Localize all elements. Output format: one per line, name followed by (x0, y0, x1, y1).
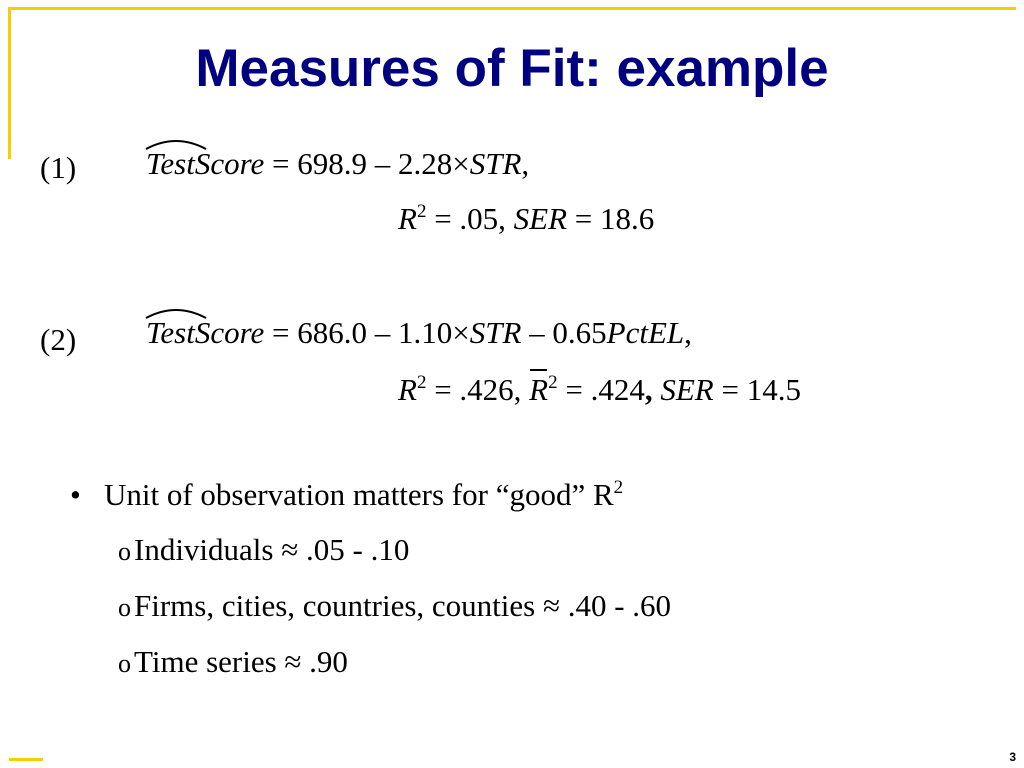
bullet-exponent: 2 (613, 477, 624, 498)
equation-number-1: (1) (40, 150, 77, 185)
adjusted-r2-bar (529, 372, 548, 408)
regressor-pctel: PctEL (606, 315, 685, 350)
top-frame-line (8, 7, 1016, 10)
equation-number-2: (2) (40, 322, 77, 357)
regression-2-equation (146, 315, 692, 351)
sub-bullet-item (118, 588, 671, 624)
sub-bullet-marker: o (118, 537, 131, 566)
bullet-text (104, 477, 623, 513)
sub-bullet-marker: o (118, 593, 131, 622)
equation-comma: , (521, 146, 530, 181)
adjusted-r2-label: R (529, 372, 549, 407)
ser-label: SER (660, 372, 714, 407)
ser-label: SER (513, 201, 568, 236)
ser-value: = 18.6 (567, 201, 655, 236)
r2-value: = .05, (426, 201, 514, 236)
r2-label: R (398, 372, 417, 407)
sub-bullet-marker: o (118, 649, 131, 678)
adjusted-r2-comma: , (644, 372, 653, 407)
sub-bullet-text: Individuals ≈ .05 - .10 (134, 532, 410, 567)
sub-bullet-item (118, 532, 409, 568)
hat-accent-icon (144, 306, 208, 320)
page-number: 3 (1009, 750, 1016, 764)
r2-label: R (398, 201, 417, 236)
dependent-variable: TestScore (146, 315, 265, 350)
r2-value: = .426, (426, 372, 530, 407)
bottom-accent-line (9, 758, 43, 761)
regression-2-fit-stats (398, 372, 801, 408)
bullet-marker: • (70, 477, 81, 512)
sub-bullet-text: Time series ≈ .90 (134, 644, 348, 679)
equation-coefficients: = 686.0 – 1.10× (264, 315, 470, 350)
slide-title: Measures of Fit: example (195, 39, 829, 98)
sub-bullet-item (118, 644, 348, 680)
testscore-hat-1 (146, 146, 264, 182)
adjusted-r2-value: = .424 (557, 372, 645, 407)
r2-exponent: 2 (416, 372, 427, 393)
testscore-hat-2 (146, 315, 264, 351)
equation-coefficient-pctel: – 0.65 (521, 315, 607, 350)
equation-comma: , (684, 315, 692, 350)
bullet-text-main: Unit of observation matters for “good” R (104, 477, 614, 512)
sub-bullet-text: Firms, cities, countries, counties ≈ .40 - .60 (134, 588, 672, 623)
regressor-str: STR (469, 146, 522, 181)
ser-value: = 14.5 (713, 372, 801, 407)
hat-accent-icon (144, 137, 208, 151)
regressor-str: STR (469, 315, 522, 350)
regression-1-equation (146, 146, 529, 182)
adjusted-r2-exponent: 2 (548, 372, 558, 393)
equation-coefficients: = 698.9 – 2.28× (264, 146, 470, 181)
dependent-variable: TestScore (146, 146, 265, 181)
r2-exponent: 2 (416, 201, 427, 222)
regression-1-fit-stats (398, 201, 654, 237)
